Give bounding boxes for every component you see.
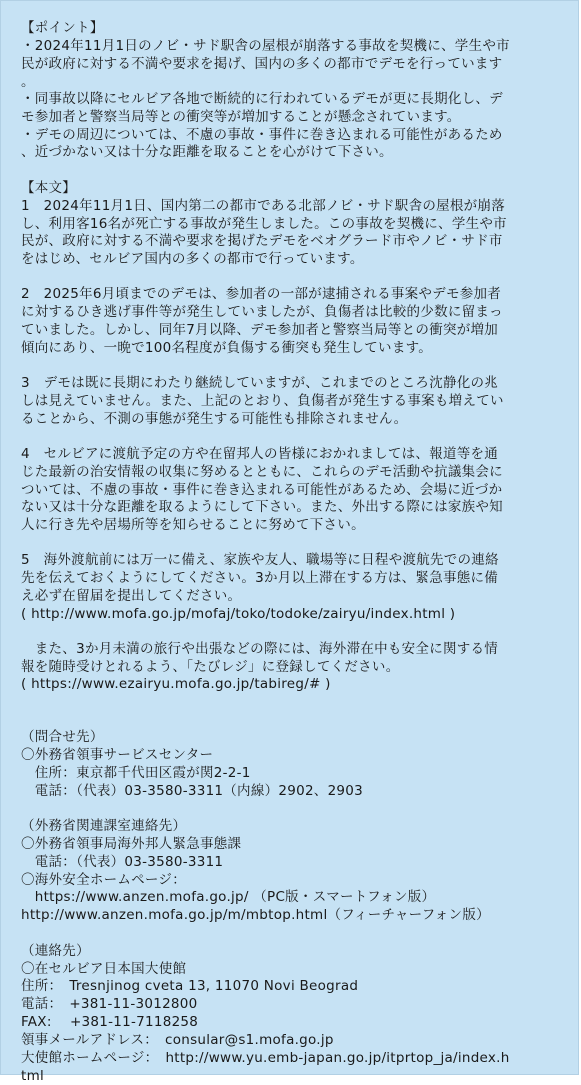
point-line: 。 (21, 74, 35, 90)
point-line: ・2024年11月1日のノビ・サド駅舎の屋根が崩落する事故を契機に、学生や市 (21, 38, 510, 54)
related-line: 電話：（代表）03-3580-3311 (21, 854, 224, 870)
related-heading: （外務省関連課室連絡先） (21, 818, 187, 834)
embassy-heading: （連絡先） (21, 943, 90, 959)
inquiry-line: 〇外務省領事サービスセンター (21, 747, 214, 763)
body-para-4-line: 4 セルビアに渡航予定の方や在留邦人の皆様におかれましては、報道等を通 (21, 446, 499, 462)
inquiry-heading: （問合せ先） (21, 729, 104, 745)
body-para-1-line: 民が、政府に対する不満や要求を掲げたデモをベオグラード市やノビ・サド市 (21, 233, 503, 249)
inquiry-line: 電話：（代表）03-3580-3311（内線）2902、2903 (21, 783, 364, 799)
anzen-mobile-link[interactable]: http://www.anzen.mofa.go.jp/m/mbtop.html（フィーチャーフォン版） (21, 907, 490, 923)
body-para-1-line: をはじめ、セルビア国内の多くの都市で行っています。 (21, 251, 364, 267)
tabireg-link[interactable]: ( https://www.ezairyu.mofa.go.jp/tabireg/# ) (21, 676, 331, 692)
embassy-homepage[interactable]: 大使館ホームページ： http://www.yu.emb-japan.go.jp/itprtop_ja/index.h (21, 1050, 510, 1066)
body-para-2-line: に対するひき逃げ事件等が発生していましたが、負傷者は比較的少数に留まっ (21, 304, 503, 320)
related-line: 〇外務省領事局海外邦人緊急事態課 (21, 836, 242, 852)
point-line: ・同事故以降にセルビア各地で断続的に行われているデモが更に長期化し、デ (21, 91, 503, 107)
zairyu-link[interactable]: ( http://www.mofa.go.jp/mofaj/toko/todoke/zairyu/index.html ) (21, 606, 456, 622)
embassy-homepage-cont: tml (21, 1068, 45, 1084)
embassy-address: 住所： Tresnjinog cveta 13, 11070 Novi Beograd (21, 978, 359, 994)
body-para-2-line: 傾向にあり、一晩で100名程度が負傷する衝突も発生しています。 (21, 340, 433, 356)
point-line: 民が政府に対する不満や要求を掲げ、国内の多くの都市でデモを行っています (21, 56, 503, 72)
body-para-2-line: ていました。しかし、同年7月以降、デモ参加者と警察当局等との衝突が増加 (21, 322, 499, 338)
body-para-1-line: 1 2024年11月1日、国内第二の都市である北部ノビ・サド駅舎の屋根が崩落 (21, 198, 505, 214)
body-para-5-line: え必ず在留届を提出してください。 (21, 588, 242, 604)
body-para-4-line: ついては、不慮の事故・事件に巻き込まれる可能性があるため、会場に近づか (21, 482, 503, 498)
point-line: ・デモの周辺については、不慮の事故・事件に巻き込まれる可能性があるため (21, 127, 503, 143)
body-heading: 【本文】 (21, 180, 77, 196)
body-para-5-line: 5 海外渡航前には万一に備え、家族や友人、職場等に日程や渡航先での連絡 (21, 552, 499, 568)
embassy-email[interactable]: 領事メールアドレス： consular@s1.mofa.go.jp (21, 1032, 334, 1048)
embassy-fax: FAX: +381-11-7118258 (21, 1014, 199, 1030)
inquiry-line: 住所：東京都千代田区霞が関2-2-1 (21, 765, 251, 781)
point-heading: 【ポイント】 (21, 20, 104, 36)
body-para-4-line: ない又は十分な距離を取るようにして下さい。また、外出する際には家族や知 (21, 499, 503, 515)
body-para-3-line: ることから、不測の事態が発生する可能性も排除されません。 (21, 411, 408, 427)
body-para-6-line: 報を随時受けとれるよう、「たびレジ」に登録してください。 (21, 659, 400, 675)
body-para-5-line: 先を伝えておくようにしてください。3か月以上滞在する方は、緊急事態に備 (21, 570, 499, 586)
embassy-phone: 電話： +381-11-3012800 (21, 996, 198, 1012)
body-para-4-line: じた最新の治安情報の収集に努めるとともに、これらのデモ活動や抗議集会に (21, 464, 503, 480)
body-para-6-line: また、3か月未満の旅行や出張などの際には、海外滞在中も安全に関する情 (21, 641, 499, 657)
body-para-4-line: 人に行き先や居場所等を知らせることに努めて下さい。 (21, 517, 365, 533)
body-para-2-line: 2 2025年6月頃までのデモは、参加者の一部が逮捕される事案やデモ参加者 (21, 286, 502, 302)
point-line: モ参加者と警察当局等との衝突等が増加することが懸念されています。 (21, 109, 461, 125)
body-para-1-line: し、利用客16名が死亡する事故が発生しました。この事故を契機に、学生や市 (21, 216, 507, 232)
related-line: 〇海外安全ホームページ： (21, 872, 186, 888)
embassy-line: 〇在セルビア日本国大使館 (21, 961, 187, 977)
body-para-3-line: しは見えていません。また、上記のとおり、負傷者が発生する事案も増えてい (21, 393, 504, 409)
point-line: 、近づかない又は十分な距離を取ることを心がけて下さい。 (21, 144, 393, 160)
anzen-pc-link[interactable]: https://www.anzen.mofa.go.jp/ （PC版・スマートフォン版） (21, 889, 436, 905)
body-para-3-line: 3 デモは既に長期にわたり継続していますが、これまでのところ沈静化の兆 (21, 375, 499, 391)
